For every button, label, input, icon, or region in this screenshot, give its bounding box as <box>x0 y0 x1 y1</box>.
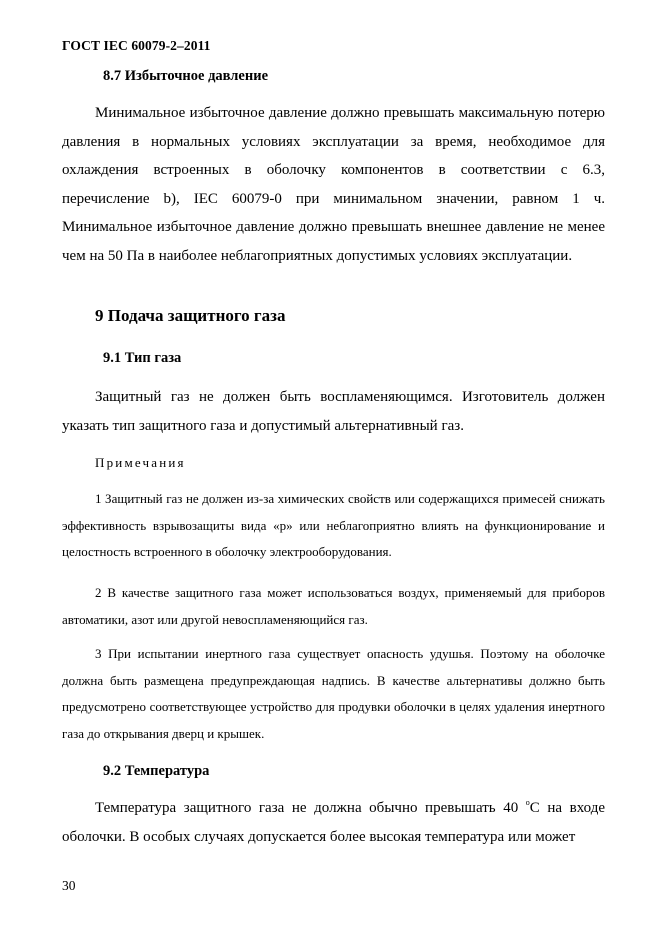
section-8-7-paragraph: Минимальное избыточное давление должно превышать максимальную потерю давления в нормальных условиях эксплуатации за время, необходимое для охлаждения встроенных в оболочку компонентов в соответствии с 6.3, перечисление b), IEC 60079-0 при минимальном значении, равном 1 ч. Минимальное избыточное давление должно превышать внешнее давление не менее чем на 50 Па в наиболее неблагоприятных допустимых условиях эксплуатации. <box>62 105 605 264</box>
note-item-3: 3 При испытании инертного газа существует опасность удушья. Поэтому на оболочке должна быть размещена предупреждающая надпись. В качестве альтернативы должно быть предусмотрено соответствующее устройство для продувки оболочки в целях удаления инертного газа до открывания дверц и крышек. <box>62 646 605 742</box>
section-9-2-text-end: С на входе оболочки. В особых случаях допускается более высокая температура или может <box>62 800 606 845</box>
section-9-2-heading: 9.2 Температура <box>103 763 210 779</box>
note-item-2: 2 В качестве защитного газа может использоваться воздух, применяемый для приборов автоматики, азот или другой невоспламеняющийся газ. <box>62 585 605 627</box>
notes-label: Примечания <box>95 455 186 470</box>
section-9-heading: 9 Подача защитного газа <box>95 306 286 325</box>
section-8-7-heading: 8.7 Избыточное давление <box>103 68 269 84</box>
page-number: 30 <box>62 878 76 893</box>
section-9-2-text-start: Температура защитного газа не должна обычно превышать 40 <box>95 800 526 816</box>
note-item-1: 1 Защитный газ не должен из-за химических свойств или содержащихся примесей снижать эффективность взрывозащиты вида «p» или неблагоприятно влиять на функционирование и целостность встроенного в оболочку электрооборудования. <box>62 491 605 560</box>
document-header: ГОСТ IEC 60079-2–2011 <box>62 38 211 53</box>
section-9-1-paragraph: Защитный газ не должен быть воспламеняющимся. Изготовитель должен указать тип защитного газа и допустимый альтернативный газ. <box>62 389 605 434</box>
section-9-2-paragraph <box>62 794 605 851</box>
degree-sign: о <box>525 798 530 807</box>
section-9-1-heading: 9.1 Тип газа <box>103 350 182 366</box>
